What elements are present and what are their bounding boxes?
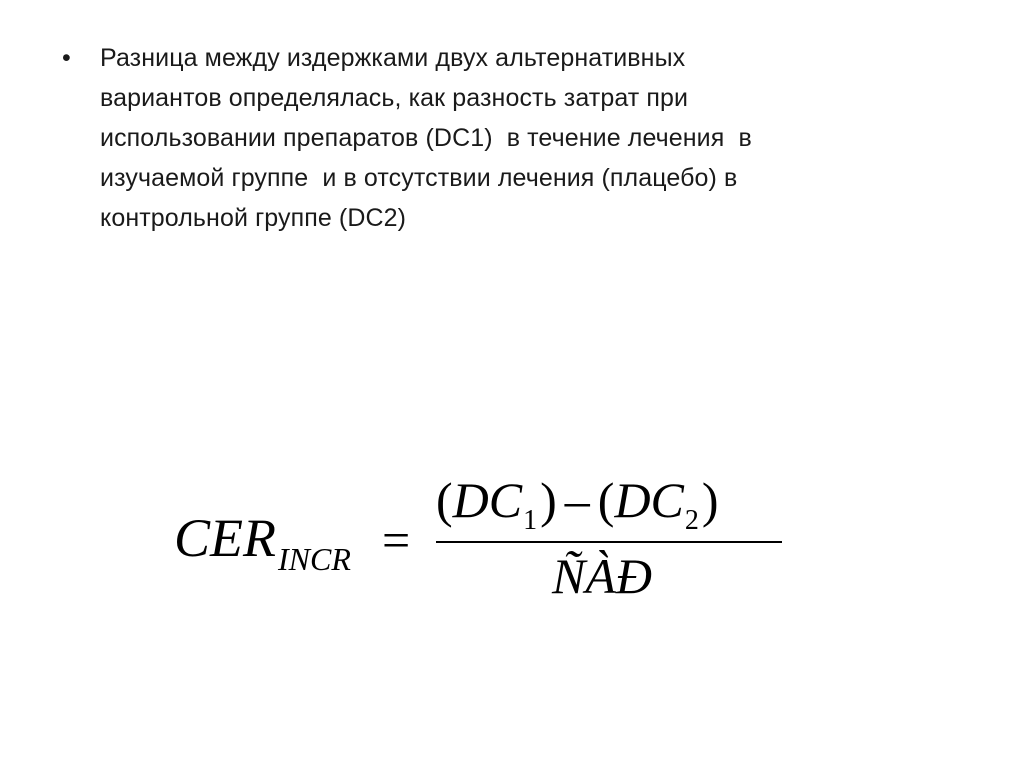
- numerator-close-paren-2: ): [701, 472, 719, 528]
- formula-denominator: ÑÀÐ: [552, 548, 652, 604]
- bullet-text-line-2: вариантов определялась, как разность затрат при: [100, 84, 689, 112]
- numerator-term-2-subscript: 2: [684, 505, 699, 536]
- formula-equals-sign: =: [382, 512, 411, 568]
- bullet-text-line-3: использовании препаратов (DC1) в течение лечения в: [100, 124, 752, 152]
- bullet-item: [62, 38, 922, 238]
- formula: [174, 468, 794, 608]
- bullet-list: [62, 38, 922, 238]
- numerator-close-paren-1: ): [540, 472, 557, 528]
- formula-fraction-bar: [436, 541, 782, 543]
- bullet-text-line-1: Разница между издержками двух альтернативных: [100, 44, 686, 72]
- numerator-open-paren-1: (: [436, 472, 453, 528]
- numerator-term-2: DC: [614, 472, 684, 528]
- bullet-text-line-5: контрольной группе (DC2): [100, 204, 407, 232]
- numerator-term-1: DC: [452, 472, 523, 528]
- numerator-term-1-subscript: 1: [523, 505, 538, 536]
- formula-lhs-subscript: INCR: [278, 541, 351, 577]
- formula-lhs: [174, 508, 351, 575]
- numerator-open-paren-2: (: [597, 472, 615, 528]
- formula-lhs-main: CER: [174, 508, 276, 568]
- formula-numerator: [436, 472, 719, 537]
- bullet-text-line-4: изучаемой группе и в отсутствии лечения (плацебо) в: [100, 164, 738, 192]
- numerator-minus-sign: –: [564, 472, 590, 528]
- bullet-dot-icon: •: [62, 44, 71, 72]
